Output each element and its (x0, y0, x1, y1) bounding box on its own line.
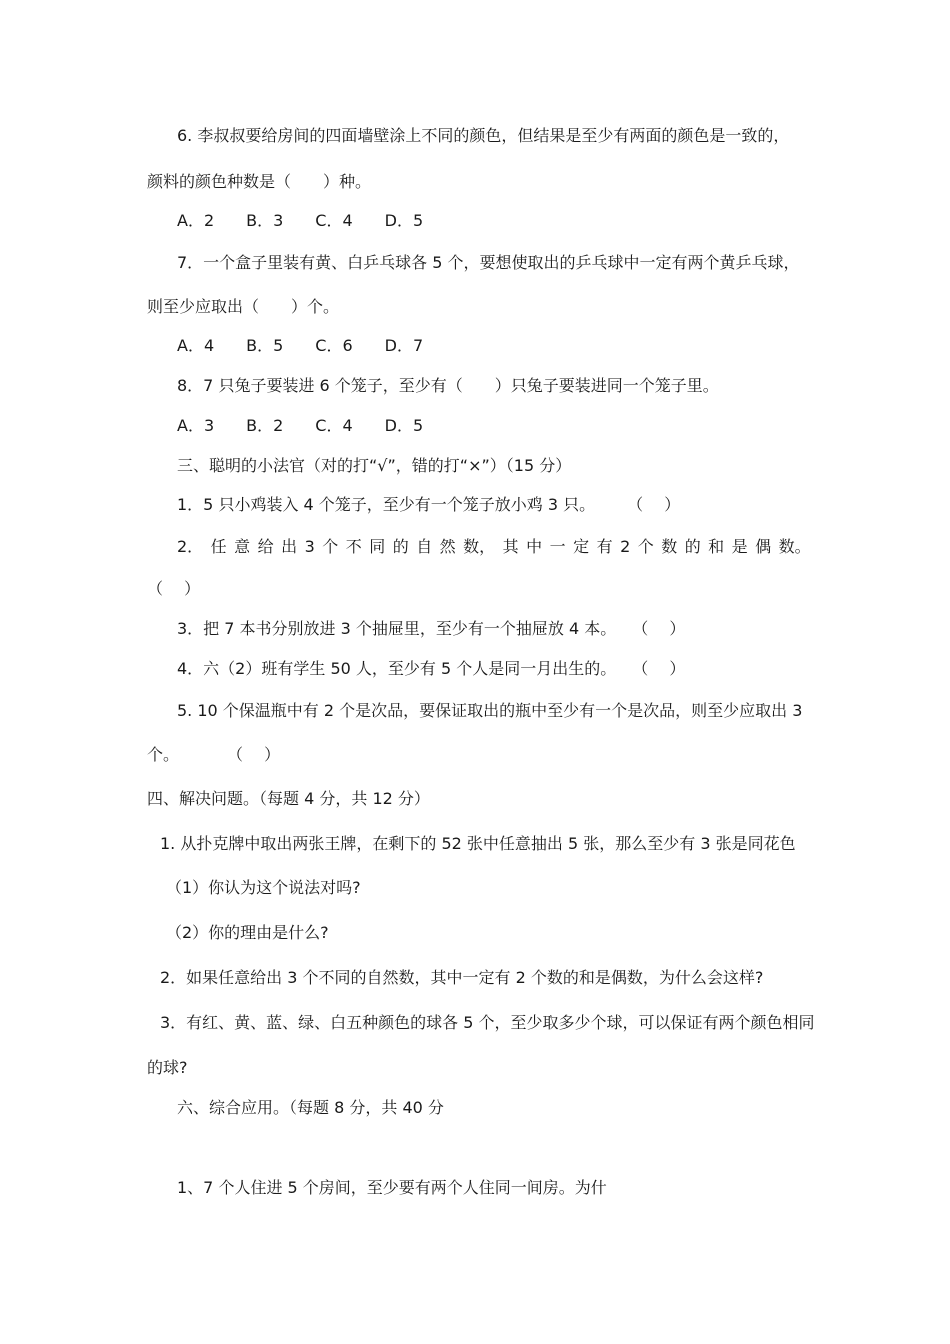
q7-options: A．4 B．5 C．6 D．7 (177, 336, 424, 355)
problem-1: 1. 从扑克牌中取出两张王牌，在剩下的 52 张中任意抽出 5 张，那么至少有 3 张是同花色 (160, 834, 796, 853)
j2-word: 和 (708, 537, 725, 556)
q7-line1: 7．一个盒子里装有黄、白乒乓球各 5 个，要想使取出的乒乓球中一定有两个黄乒乓球， (177, 253, 800, 272)
j2-word: 自 (416, 537, 433, 556)
problem-1-b: （2）你的理由是什么? (166, 923, 329, 942)
application-1: 1、7 个人住进 5 个房间，至少要有两个人住同一间房。为什 (177, 1178, 607, 1197)
judge-5-line1: 5. 10 个保温瓶中有 2 个是次品，要保证取出的瓶中至少有一个是次品，则至少应取出 3 (177, 701, 803, 720)
j2-word: 然 (439, 537, 456, 556)
j2-word: 意 (234, 537, 251, 556)
j2-word: 任 (210, 537, 227, 556)
section3-title: 三、聪明的小法官（对的打“√”，错的打“×”）（15 分） (177, 456, 572, 475)
judge-2-line2: （ ） (147, 579, 201, 598)
j2-word: 中 (526, 537, 543, 556)
j2-word: 数 (661, 537, 678, 556)
q8-options: A．3 B．2 C．4 D．5 (177, 416, 424, 435)
j2-word: 数， (463, 537, 496, 556)
section6-title: 六、综合应用。（每题 8 分，共 40 分 (177, 1098, 444, 1117)
problem-2: 2．如果任意给出 3 个不同的自然数，其中一定有 2 个数的和是偶数，为什么会这样? (160, 968, 764, 987)
j2-word: 给 (257, 537, 274, 556)
j2-word: 个 (637, 537, 654, 556)
j2-word: 不 (345, 537, 362, 556)
q7-line2: 则至少应取出（ ）个。 (147, 297, 340, 316)
q6-options: A．2 B．3 C．4 D．5 (177, 211, 424, 230)
j2-word: 的 (392, 537, 409, 556)
j2-word: 一 (549, 537, 566, 556)
j2-word: 数。 (778, 537, 811, 556)
j2-word: 个 (322, 537, 339, 556)
judge-1: 1．5 只小鸡装入 4 个笼子，至少有一个笼子放小鸡 3 只。 （ ） (177, 495, 681, 514)
problem-1-a: （1）你认为这个说法对吗? (166, 878, 361, 897)
section4-title: 四、解决问题。（每题 4 分，共 12 分） (147, 789, 430, 808)
problem-3-line1: 3．有红、黄、蓝、绿、白五种颜色的球各 5 个，至少取多少个球，可以保证有两个颜色相同 (160, 1013, 815, 1032)
problem-3-line2: 的球? (147, 1058, 188, 1077)
j2-word: 出 (281, 537, 298, 556)
judge-5-line2: 个。 （ ） (147, 745, 281, 764)
j2-word: 是 (731, 537, 748, 556)
j2-word: 的 (684, 537, 701, 556)
judge-4: 4．六（2）班有学生 50 人，至少有 5 个人是同一月出生的。 （ ） (177, 659, 686, 678)
q6-line1: 6. 李叔叔要给房间的四面墙壁涂上不同的颜色，但结果是至少有两面的颜色是一致的， (177, 126, 790, 145)
j2-word: 2． (177, 537, 204, 556)
q8-line1: 8．7 只兔子要装进 6 个笼子，至少有（ ）只兔子要装进同一个笼子里。 (177, 376, 719, 395)
j2-word: 定 (573, 537, 590, 556)
judge-3: 3．把 7 本书分别放进 3 个抽屉里，至少有一个抽屉放 4 本。 （ ） (177, 619, 686, 638)
j2-word: 2 (620, 537, 631, 556)
j2-word: 其 (502, 537, 519, 556)
j2-word: 3 (304, 537, 315, 556)
j2-word: 同 (369, 537, 386, 556)
judge-2-line1 (177, 537, 811, 557)
j2-word: 有 (596, 537, 613, 556)
q6-line2: 颜料的颜色种数是（ ）种。 (147, 172, 372, 191)
j2-word: 偶 (755, 537, 772, 556)
